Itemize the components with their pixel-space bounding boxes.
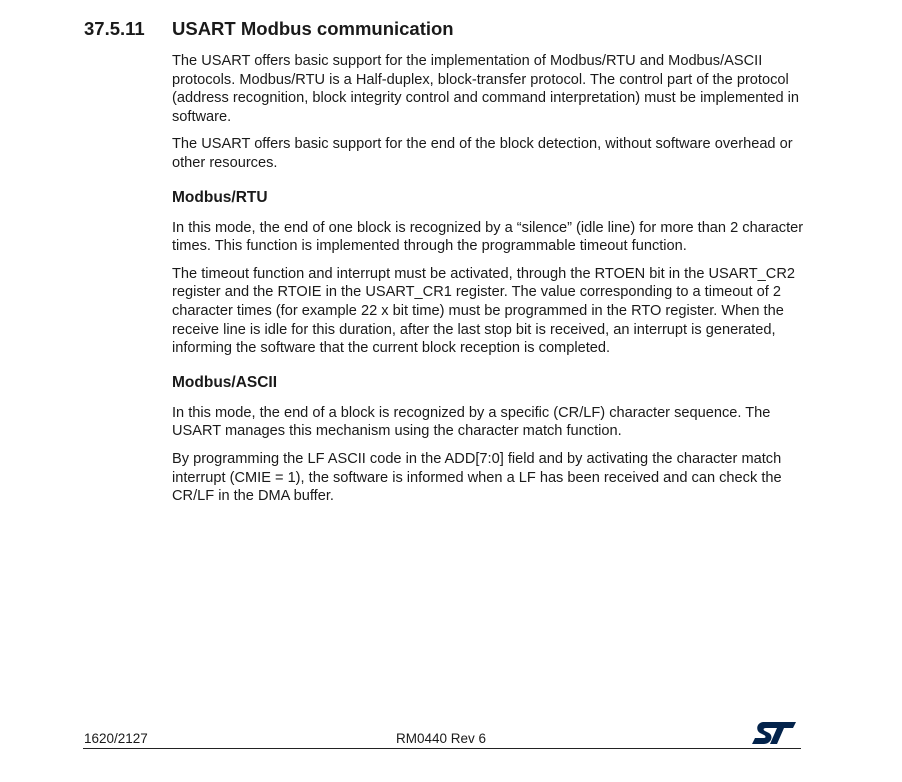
rtu-paragraph: The timeout function and interrupt must be activated, through the RTOEN bit in the USART_CR2 register and the RTOIE in the USART_CR1 register. The value corresponding to a timeout of 2 character times (for example 22 x bit time) must be programmed in the RTO register. When the receive line is idle for this duration, after the last stop bit is received, an interrupt is generated, informing the software that the current block reception is completed. [172, 265, 795, 357]
footer-rule [83, 748, 801, 749]
ascii-paragraph: By programming the LF ASCII code in the ADD[7:0] field and by activating the character match interrupt (CMIE = 1), the software is informed when a LF has been received and can check the CR/LF in the DMA buffer. [172, 450, 782, 505]
rtu-paragraph: In this mode, the end of one block is recognized by a “silence” (idle line) for more than 2 character times. This function is implemented through the programmable timeout function. [172, 219, 804, 255]
st-logo-icon [751, 720, 797, 746]
ascii-heading: Modbus/ASCII [172, 373, 278, 391]
section-number: 37.5.11 [84, 18, 145, 39]
intro-paragraph: The USART offers basic support for the end of the block detection, without software overhead or other resources. [172, 136, 793, 171]
document-id: RM0440 Rev 6 [396, 731, 487, 746]
page-number: 1620/2127 [84, 731, 148, 746]
rtu-heading: Modbus/RTU [172, 188, 268, 206]
ascii-paragraph: In this mode, the end of a block is recognized by a specific (CR/LF) character sequence. The USART manages this mechanism using the character match function. [172, 404, 771, 440]
st-logo-graphic [751, 720, 797, 746]
section-body [172, 52, 812, 515]
intro-paragraph: The USART offers basic support for the implementation of Modbus/RTU and Modbus/ASCII protocols. Modbus/RTU is a Half-duplex, block-transfer protocol. The control part of the protocol (address recognition, block integrity control and command interpretation) must be implemented in software. [172, 53, 800, 125]
section-title: USART Modbus communication [172, 18, 454, 39]
